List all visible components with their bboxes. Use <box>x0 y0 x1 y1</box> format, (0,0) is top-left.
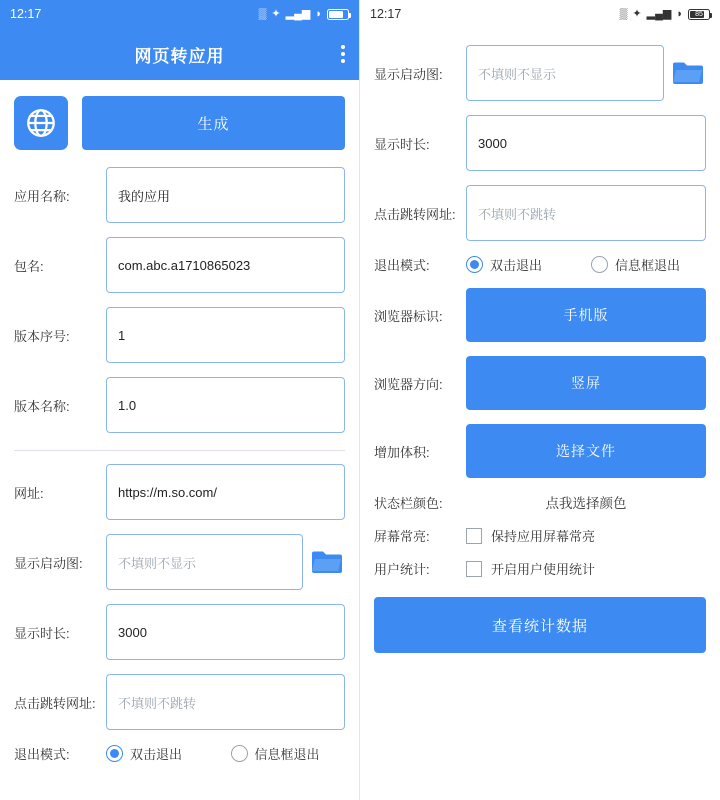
package-name-input[interactable]: com.abc.a1710865023 <box>106 237 345 293</box>
radio-icon-selected <box>106 745 123 762</box>
click-url-input[interactable]: 不填则不跳转 <box>466 185 706 241</box>
exit-mode-label: 退出模式: <box>374 258 430 273</box>
form-row-url <box>0 457 359 527</box>
version-code-input[interactable]: 1 <box>106 307 345 363</box>
exit-mode-option-label: 双击退出 <box>490 258 543 273</box>
splash-duration-label: 显示时长: <box>14 625 70 641</box>
generate-button[interactable]: 生成 <box>82 96 345 150</box>
click-url-label: 点击跳转网址: <box>374 206 456 222</box>
form-row-package-name <box>0 230 359 300</box>
status-time: 12:17 <box>370 7 402 21</box>
keep-screen-on-checkbox[interactable] <box>466 526 706 545</box>
radio-icon <box>591 256 608 273</box>
splash-duration-input[interactable]: 3000 <box>106 604 345 660</box>
keep-screen-on-text: 保持应用屏幕常亮 <box>491 529 596 544</box>
package-name-label: 包名: <box>14 258 44 274</box>
app-name-input[interactable]: 我的应用 <box>106 167 345 223</box>
right-screen <box>360 0 720 800</box>
form-row-version-code <box>0 300 359 370</box>
bluetooth-icon: ✦ <box>632 7 642 20</box>
exit-mode-radio-group <box>106 744 345 763</box>
form-row-click-url <box>0 667 359 737</box>
statusbar-color-label: 状态栏颜色: <box>374 495 443 511</box>
form-row-app-name <box>0 160 359 230</box>
notification-icon: ▒ <box>619 7 628 20</box>
click-url-input[interactable]: 不填则不跳转 <box>106 674 345 730</box>
form-row-user-stats <box>360 552 720 585</box>
signal-icon: ▂▄▆ <box>285 7 311 20</box>
exit-mode-option-label: 信息框退出 <box>254 747 320 762</box>
form-row-keep-screen-on <box>360 519 720 552</box>
right-status-bar <box>360 0 720 28</box>
add-size-label: 增加体积: <box>374 444 430 460</box>
version-name-input[interactable]: 1.0 <box>106 377 345 433</box>
section-divider <box>14 450 345 451</box>
pick-color-link[interactable]: 点我选择颜色 <box>545 496 627 511</box>
form-row-version-name <box>0 370 359 440</box>
exit-mode-option-double-tap[interactable] <box>106 744 221 763</box>
checkbox-icon <box>466 528 482 544</box>
form-row-splash-image <box>360 38 720 108</box>
folder-icon[interactable] <box>670 60 706 86</box>
exit-mode-option-dialog[interactable] <box>591 255 706 274</box>
form-row-splash-image <box>0 527 359 597</box>
wifi-icon: ◗ <box>676 7 683 20</box>
radio-icon <box>231 745 248 762</box>
globe-icon[interactable] <box>14 96 68 150</box>
status-time: 12:17 <box>10 7 42 21</box>
folder-icon[interactable] <box>309 549 345 575</box>
form-row-exit-mode <box>0 737 359 770</box>
exit-mode-option-label: 双击退出 <box>130 747 183 762</box>
top-action-row <box>0 80 359 160</box>
splash-duration-label: 显示时长: <box>374 136 430 152</box>
right-content <box>360 28 720 653</box>
browser-orientation-label: 浏览器方向: <box>374 376 443 392</box>
browser-orientation-button[interactable]: 竖屏 <box>466 356 706 410</box>
app-bar <box>0 28 359 80</box>
url-input[interactable]: https://m.so.com/ <box>106 464 345 520</box>
user-stats-text: 开启用户使用统计 <box>491 562 596 577</box>
page-title: 网页转应用 <box>134 46 225 66</box>
status-icons <box>259 9 349 20</box>
overflow-menu-icon[interactable] <box>341 45 345 63</box>
notification-icon: ▒ <box>258 7 267 20</box>
splash-image-input[interactable]: 不填则不显示 <box>466 45 664 101</box>
view-stats-button[interactable]: 查看统计数据 <box>374 597 706 653</box>
form-row-browser-ua <box>360 281 720 349</box>
exit-mode-option-label: 信息框退出 <box>615 258 681 273</box>
signal-icon: ▂▄▆ <box>646 7 672 20</box>
wifi-icon: ◗ <box>315 7 322 20</box>
app-name-label: 应用名称: <box>14 188 70 204</box>
user-stats-checkbox[interactable] <box>466 559 706 578</box>
browser-ua-button[interactable]: 手机版 <box>466 288 706 342</box>
exit-mode-radio-group <box>466 255 706 274</box>
user-stats-label: 用户统计: <box>374 562 430 577</box>
url-label: 网址: <box>14 485 44 501</box>
version-code-label: 版本序号: <box>14 328 70 344</box>
choose-file-button[interactable]: 选择文件 <box>466 424 706 478</box>
exit-mode-option-double-tap[interactable] <box>466 255 581 274</box>
battery-icon <box>688 9 710 20</box>
form-row-add-size <box>360 417 720 485</box>
form-row-exit-mode <box>360 248 720 281</box>
splash-image-input[interactable]: 不填则不显示 <box>106 534 303 590</box>
splash-image-label: 显示启动图: <box>374 66 443 82</box>
form-row-browser-orientation <box>360 349 720 417</box>
form-row-statusbar-color <box>360 485 720 519</box>
form-row-splash-duration <box>360 108 720 178</box>
checkbox-icon <box>466 561 482 577</box>
battery-icon <box>327 9 349 20</box>
version-name-label: 版本名称: <box>14 398 70 414</box>
battery-level: 85 <box>695 10 703 18</box>
bluetooth-icon: ✦ <box>271 7 281 20</box>
radio-icon-selected <box>466 256 483 273</box>
exit-mode-option-dialog[interactable] <box>231 744 346 763</box>
status-icons <box>620 9 710 20</box>
click-url-label: 点击跳转网址: <box>14 695 96 711</box>
form-row-splash-duration <box>0 597 359 667</box>
left-status-bar <box>0 0 359 28</box>
form-row-click-url <box>360 178 720 248</box>
exit-mode-label: 退出模式: <box>14 747 70 762</box>
splash-image-label: 显示启动图: <box>14 555 83 571</box>
battery-level: 25 <box>334 10 342 18</box>
splash-duration-input[interactable]: 3000 <box>466 115 706 171</box>
keep-screen-on-label: 屏幕常亮: <box>374 529 430 544</box>
browser-ua-label: 浏览器标识: <box>374 308 443 324</box>
